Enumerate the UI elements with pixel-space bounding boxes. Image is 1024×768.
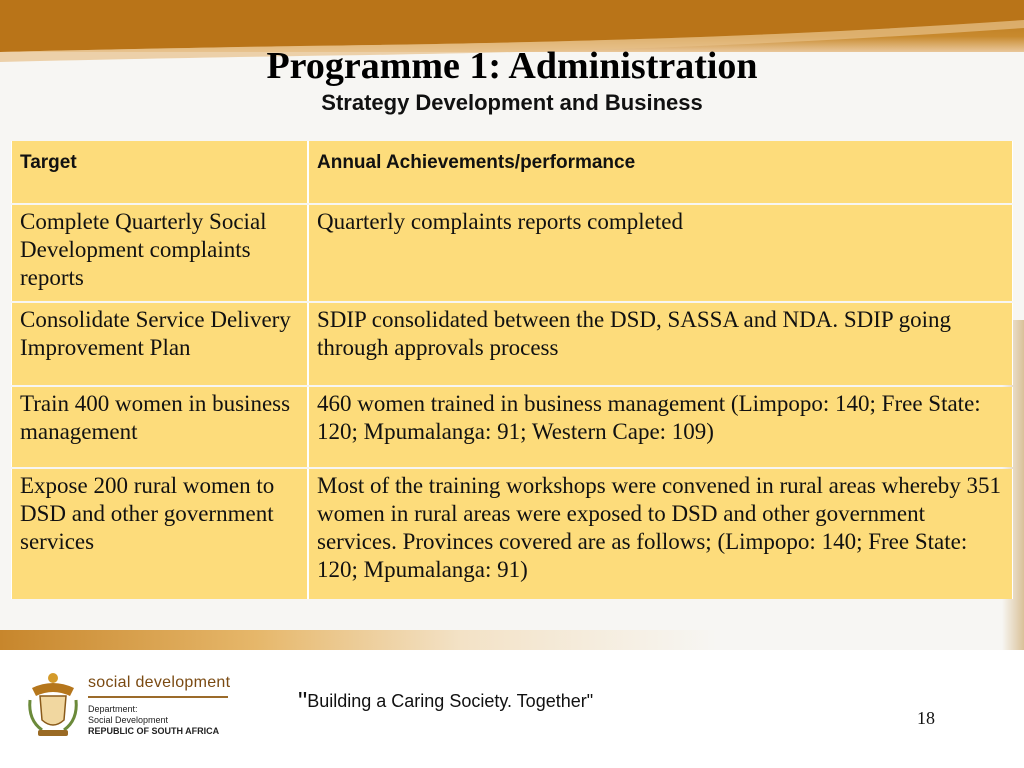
table-row: [11, 387, 1013, 467]
motto-text: Building a Caring Society. Together": [307, 691, 594, 711]
table-header-row: [11, 141, 1013, 203]
target-cell: Expose 200 rural women to DSD and other government services: [11, 469, 308, 599]
target-cell: Train 400 women in business management: [11, 387, 308, 467]
header-target: Target: [11, 141, 308, 203]
coat-of-arms-icon: [26, 670, 80, 740]
country-name: REPUBLIC OF SOUTH AFRICA: [88, 726, 220, 736]
achievement-cell: 460 women trained in business management (Limpopo: 140; Free State: 120; Mpumalanga: 91; Western Cape: 109): [308, 387, 1013, 467]
motto: [298, 688, 593, 714]
slide-subtitle: Strategy Development and Business: [321, 90, 703, 115]
achievement-cell: SDIP consolidated between the DSD, SASSA and NDA. SDIP going through approvals process: [308, 303, 1013, 385]
target-cell: Complete Quarterly Social Development complaints reports: [11, 205, 308, 301]
dept-name: Social Development: [88, 715, 169, 725]
table-row: [11, 469, 1013, 599]
header-achievements: Annual Achievements/performance: [308, 141, 1013, 203]
page-number: 18: [917, 708, 935, 728]
slide-title: Programme 1: Administration: [266, 45, 758, 87]
achievement-cell: Quarterly complaints reports completed: [308, 205, 1013, 301]
brand-divider: [88, 696, 228, 698]
achievement-cell: Most of the training workshops were convened in rural areas whereby 351 women in rural areas were exposed to DSD and other government services. Provinces covered are as follows; (Limpopo: 140; Free State: 120; Mpumalanga: 91): [308, 469, 1013, 599]
bottom-decorative-band: [0, 630, 1024, 650]
achievements-table: [11, 139, 1013, 601]
brand-name: social development: [88, 674, 231, 691]
motto-open-quote: ": [298, 686, 308, 716]
target-cell: Consolidate Service Delivery Improvement Plan: [11, 303, 308, 385]
table-row: [11, 303, 1013, 385]
dept-label: Department:: [88, 704, 138, 714]
table-row: [11, 205, 1013, 301]
